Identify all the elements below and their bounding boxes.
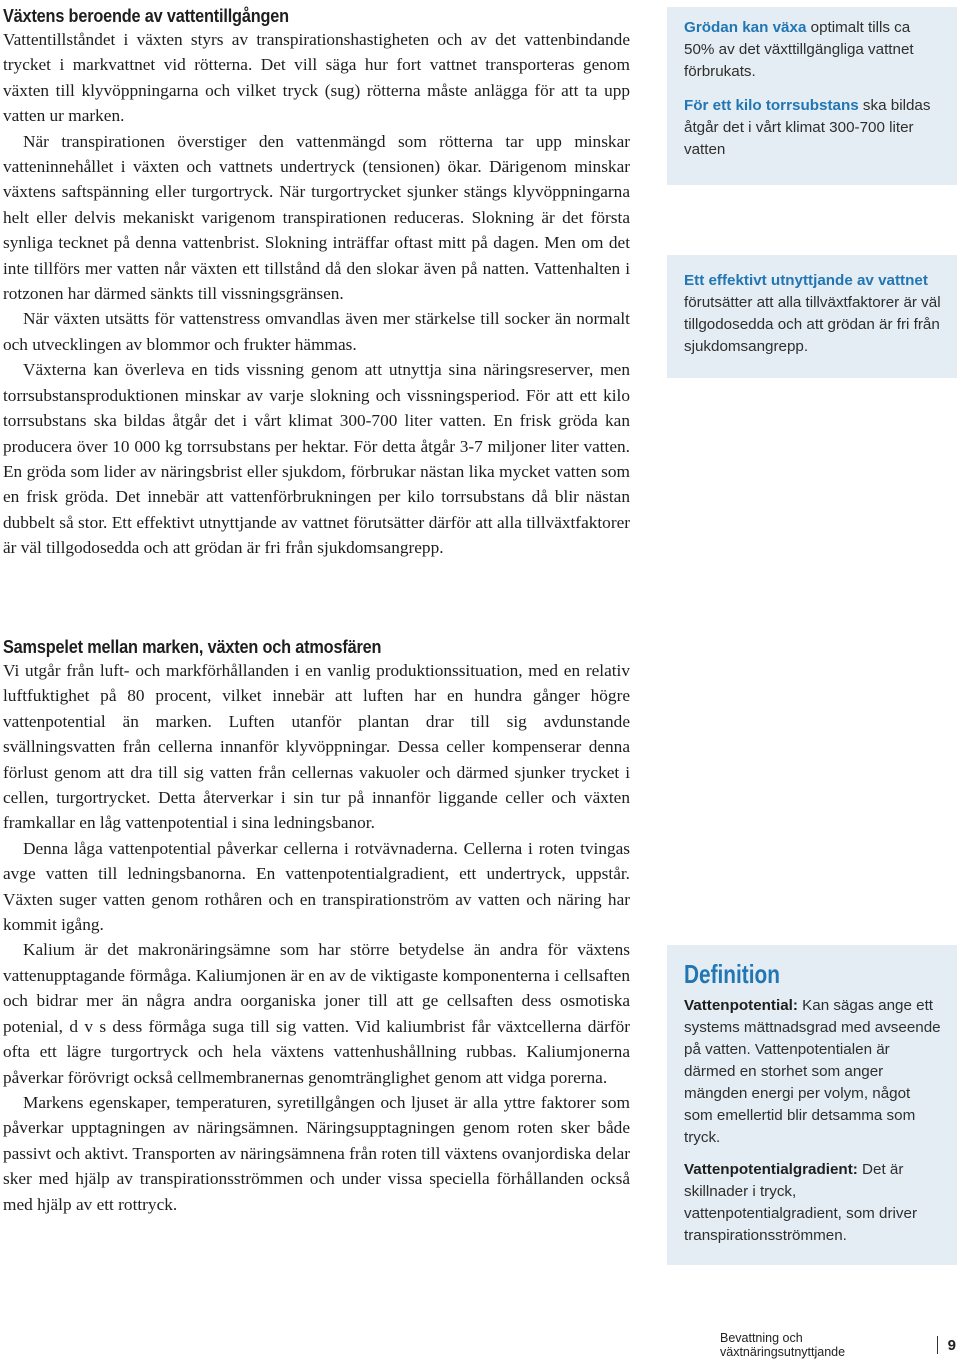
body-paragraph: När transpirationen överstiger den vattenmängd som rötterna tar upp minskar vatteninnehållet i växten och vattnets undertryck (tensionen) ökar. Därigenom minskar växtens saftspänning eller turgortryck. När turgortrycket sjunker stängs klyvöppningarna helt eller delvis mekaniskt varigenom transpirationen reduceras. Slokning är det första synliga tecknet på denna vattenbrist. Slokning inträffar oftast mitt på dagen. Men om det inte tillförs mer vatten når växten ett tillstånd då den slokar även på natten. Vattenhalten i rotzonen har därmed sänkts till vissningsgränsen. bbox=[3, 131, 630, 304]
fact-text: optimalt tills ca 50% av det växttillgängliga vattnet förbrukats. bbox=[684, 19, 914, 80]
fact-item bbox=[684, 270, 943, 358]
fact-item bbox=[684, 95, 943, 161]
body-paragraph: Kalium är det makronäringsämne som har större betydelse än andra för växtens vattenupptagande förmåga. Kaliumjonen är en av de viktigaste komponenterna i cellsaften och bidrar mer än några andra oorganiska joner till att ge cellsaften dess osmotiska potenial, d v s dess förmåga suga till sig vatten. Vid kaliumbrist får växtcellerna därför ofta ett lägre turgortryck och hela växtens vattenhushållning rubbas. Kaliumjonerna påverkar förövrigt också cellmembranernas genomtränglighet genom att vidga porerna. bbox=[3, 940, 630, 1087]
fact-lead: Ett effektivt utnyttjande av vattnet bbox=[684, 272, 928, 289]
section-samspelet bbox=[3, 636, 630, 1217]
fact-lead: Grödan kan växa bbox=[684, 19, 807, 36]
definition-entry bbox=[684, 1159, 943, 1247]
section-heading: Samspelet mellan marken, växten och atmosfären bbox=[3, 636, 382, 657]
definition-box bbox=[667, 945, 957, 1265]
page-footer bbox=[720, 1331, 956, 1359]
fact-box-efficiency bbox=[667, 255, 957, 378]
definition-text: Det är skillnader i tryck, vattenpotentialgradient, som driver transpirationsströmmen. bbox=[684, 1161, 918, 1244]
definition-term: Vattenpotential: bbox=[684, 997, 798, 1014]
fact-item bbox=[684, 17, 943, 83]
definition-title: Definition bbox=[684, 959, 780, 989]
body-paragraph: Markens egenskaper, temperaturen, syretillgången och ljuset är alla yttre faktorer som påverkar upptagningen av näringsämnen. Näringsupptagningen genom roten sker både passivt och aktivt. Transporten av näringsämnena från roten till växtens ovanjordiska delar sker med hjälp av transpirationsströmmen och under vissa speciella förhållanden också med hjälp av ett rottryck. bbox=[3, 1092, 630, 1214]
body-paragraph: När växten utsätts för vattenstress omvandlas även mer stärkelse till socker än normalt och utvecklingen av blommor och frukter hämmas. bbox=[3, 309, 630, 354]
body-paragraph: Vattentillståndet i växten styrs av transpirationshastigheten och av det vattenbindande trycket i markvattnet vid rötterna. Det vill säga hur fort vattnet transporteras genom växten till klyvöppningarna och vilket tryck (sug) rötterna måste anlägga för att ta upp vatten ur marken. bbox=[3, 30, 630, 126]
fact-lead: För ett kilo torrsubstans bbox=[684, 97, 859, 114]
fact-text: förutsätter att alla tillväxtfaktorer är väl tillgodosedda och att grödan är fri från sjukdomsangrepp. bbox=[684, 294, 941, 355]
footer-divider bbox=[937, 1336, 938, 1354]
fact-text: ska bildas åtgår det i vårt klimat 300-700 liter vatten bbox=[684, 97, 931, 158]
fact-box-water bbox=[667, 7, 957, 185]
definition-term: Vattenpotentialgradient: bbox=[684, 1161, 858, 1178]
body-paragraph: Denna låga vattenpotential påverkar cellerna i rotvävnaderna. Cellerna i roten tvingas avge vatten till ledningsbanorna. En vattenpotentialgradient, ett undertryck, uppstår. Växten suger vatten genom rothåren och en transpirationström av vatten och näring har kommit igång. bbox=[3, 838, 630, 935]
definition-text: Kan sägas ange ett systems mättnadsgrad med avseende på vatten. Vattenpotentialen är därmed en storhet som anger mängden energi per volym, något som emellertid blir detsamma som tryck. bbox=[684, 997, 941, 1146]
definition-entry bbox=[684, 995, 943, 1149]
footer-title: Bevattning och växtnäringsutnyttjande bbox=[720, 1331, 846, 1359]
section-heading: Växtens beroende av vattentillgången bbox=[3, 5, 289, 26]
body-paragraph: Växterna kan överleva en tids vissning genom att utnyttja sina näringsreserver, men torrsubstansproduktionen minskar av varje slokning och vissningsperiod. För att ett kilo torrsubstans ska bildas åtgår det i vårt klimat 300-700 liter vatten. En frisk gröda kan producera över 10 000 kg torrsubstans per hektar. För detta åtgår 3-7 miljoner liter vatten. En gröda som lider av näringsbrist eller sjukdom, förbrukar nästan lika mycket vatten som en frisk gröda. Det innebär att vattenförbrukningen per kilo torrsubstans då blir nästan dubbelt så stor. Ett effektivt utnyttjande av vattnet förutsätter därför att alla tillväxtfaktorer är väl tillgodosedda och att grödan är fri från sjukdomsangrepp. bbox=[3, 360, 630, 558]
body-paragraph: Vi utgår från luft- och markförhållanden i en vanlig produktionssituation, med en relativ luftfuktighet på 80 procent, vilket innebär att luften har en hundra gånger högre vattenpotential än marken. Luften utanför plantan drar till sig avdunstande svällningsvatten från cellerna innanför klyvöppningar. Dessa celler kompenserar denna förlust genom att dra till sig vatten från cellernas vakuoler och därmed sjunker trycket i cellen, turgortrycket. Detta återverkar i sin tur på innanför liggande celler och växten framkallar en låg vattenpotential i sina ledningsbanor. bbox=[3, 661, 630, 833]
section-vattentillgang bbox=[3, 5, 630, 561]
page-number: 9 bbox=[947, 1336, 956, 1354]
